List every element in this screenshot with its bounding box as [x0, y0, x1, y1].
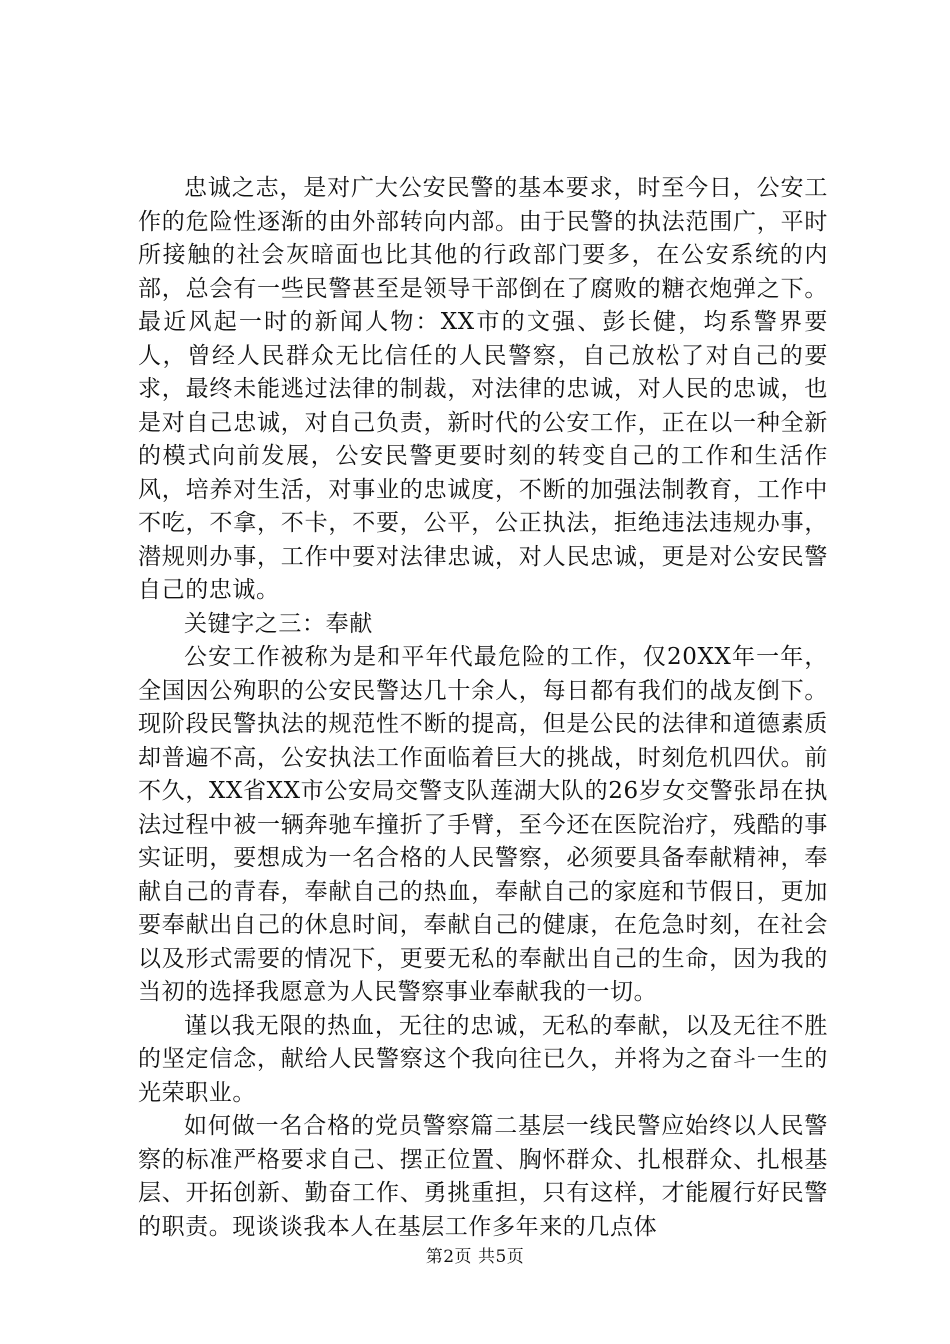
- paragraph-dedication: 公安工作被称为是和平年代最危险的工作，仅20XX年一年，全国因公殉职的公安民警达几十余人，每日都有我们的战友倒下。现阶段民警执法的规范性不断的提高，但是公民的法律和道德素质却普遍不高，公安执法工作面临着巨大的挑战，时刻危机四伏。前不久，XX省XX市公安局交警支队莲湖大队的26岁女交警张昂在执法过程中被一辆奔驰车撞折了手臂，至今还在医院治疗，残酷的事实证明，要想成为一名合格的人民警察，必须要具备奉献精神，奉献自己的青春，奉献自己的热血，奉献自己的家庭和节假日，更加要奉献出自己的休息时间，奉献自己的健康，在危急时刻，在社会以及形式需要的情况下，更要无私的奉献出自己的生命，因为我的当初的选择我愿意为人民警察事业奉献我的一切。: [138, 644, 828, 1005]
- paragraph-closing: 谨以我无限的热血，无往的忠诚，无私的奉献，以及无往不胜的坚定信念，献给人民警察这个我向往已久，并将为之奋斗一生的光荣职业。: [138, 1012, 828, 1106]
- page-number-footer: 第2页 共5页: [425, 1247, 525, 1267]
- document-body: [138, 172, 828, 1244]
- paragraph-loyalty: 忠诚之志，是对广大公安民警的基本要求，时至今日，公安工作的危险性逐渐的由外部转向内部。由于民警的执法范围广，平时所接触的社会灰暗面也比其他的行政部门要多，在公安系统的内部，总会有一些民警甚至是领导干部倒在了腐败的糖衣炮弹之下。最近风起一时的新闻人物：XX市的文强、彭长健，均系警界要人，曾经人民群众无比信任的人民警察，自己放松了对自己的要求，最终未能逃过法律的制裁，对法律的忠诚，对人民的忠诚，也是对自己忠诚，对自己负责，新时代的公安工作，正在以一种全新的模式向前发展，公安民警更要时刻的转变自己的工作和生活作风，培养对生活，对事业的忠诚度，不断的加强法制教育，工作中不吃，不拿，不卡，不要，公平，公正执法，拒绝违法违规办事，潜规则办事，工作中要对法律忠诚，对人民忠诚，更是对公安民警自己的忠诚。: [138, 175, 828, 603]
- section-heading-dedication: 关键字之三：奉献: [184, 610, 373, 637]
- paragraph-article-two: 如何做一名合格的党员警察篇二基层一线民警应始终以人民警察的标准严格要求自己、摆正位置、胸怀群众、扎根群众、扎根基层、开拓创新、勤奋工作、勇挑重担，只有这样，才能履行好民警的职责。现谈谈我本人在基层工作多年来的几点体: [138, 1113, 828, 1240]
